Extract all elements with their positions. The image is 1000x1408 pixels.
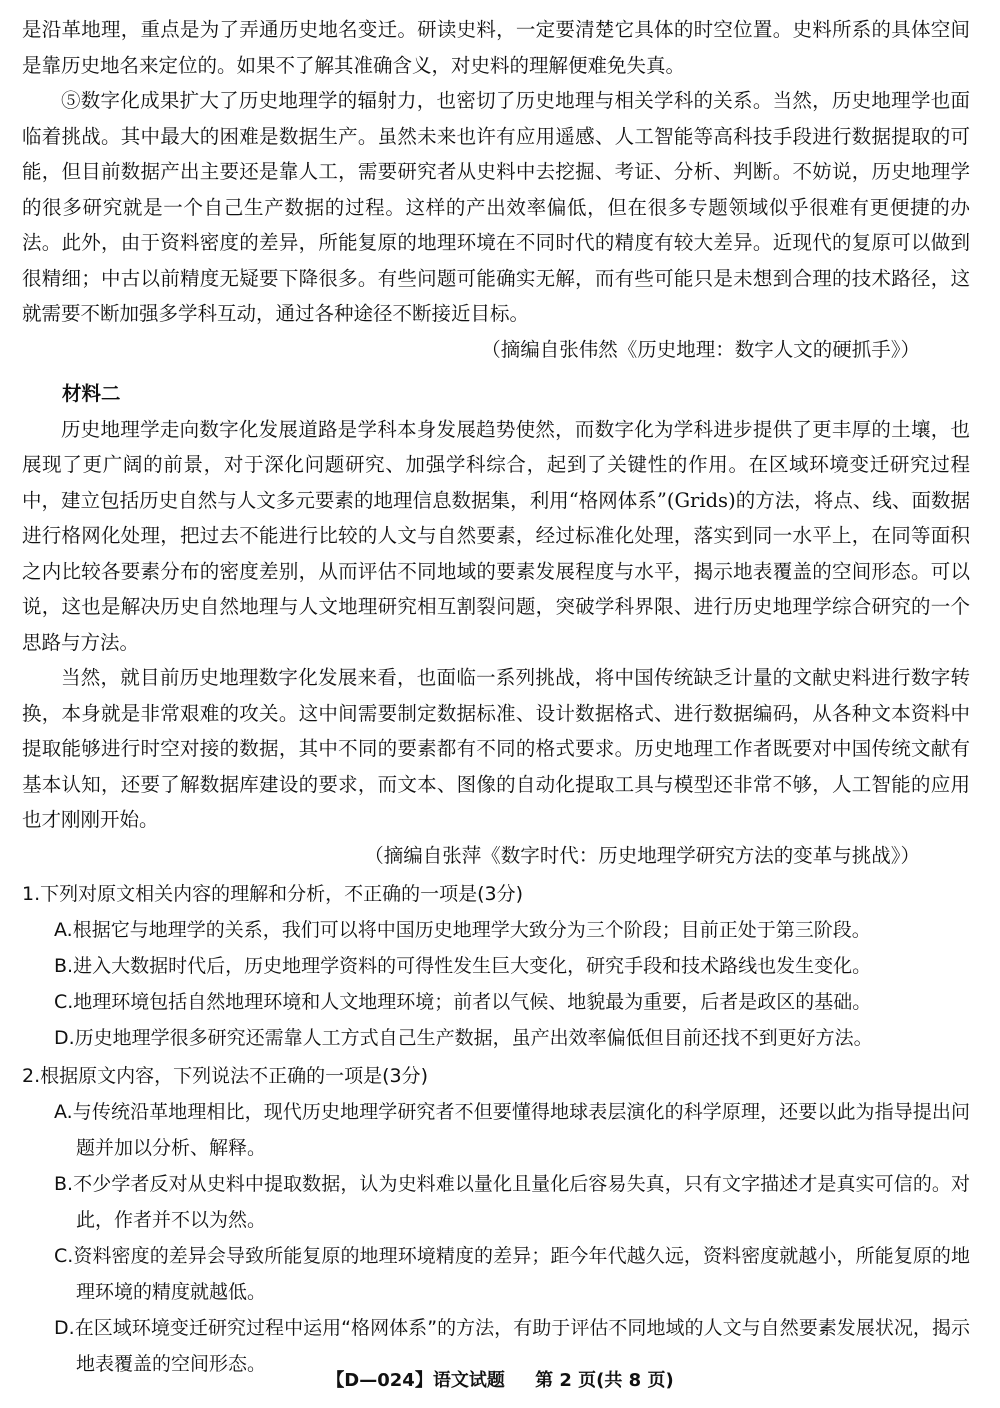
page-number: 第 2 页(共 8 页) (535, 1370, 674, 1391)
question-2-option-c: C.资料密度的差异会导致所能复原的地理环境精度的差异；距今年代越久远，资料密度就越小，所能复原的地理环境的精度就越低。 (54, 1244, 970, 1303)
question-2-stem: 2.根据原文内容，下列说法不正确的一项是(3分) (22, 1064, 429, 1087)
question-1-stem: 1.下列对原文相关内容的理解和分析，不正确的一项是(3分) (22, 882, 524, 905)
material2-paragraph-2: 当然，就目前历史地理数字化发展来看，也面临一系列挑战，将中国传统缺乏计量的文献史料进行数字转换，本身就是非常艰难的攻关。这中间需要制定数据标准、设计数据格式、进行数据编码，从各种文本资料中提取能够进行时空对接的数据，其中不同的要素都有不同的格式要求。历史地理工作者既要对中国传统文献有基本认知，还要了解数据库建设的要求，而文本、图像的自动化提取工具与模型还非常不够，人工智能的应用也才刚刚开始。 (22, 666, 970, 831)
exam-code: 【D—024】语文试题 (326, 1370, 505, 1391)
material2-source: （摘编自张萍《数字时代：历史地理学研究方法的变革与挑战》） (364, 843, 920, 867)
question-2-option-a: A.与传统沿革地理相比，现代历史地理学研究者不但要懂得地球表层演化的科学原理，还要以此为指导提出问题并加以分析、解释。 (54, 1100, 970, 1159)
question-2-option-b: B.不少学者反对从史料中提取数据，认为史料难以量化且量化后容易失真，只有文字描述才是真实可信的。对此，作者并不以为然。 (54, 1172, 970, 1231)
question-2-option-d: D.在区域环境变迁研究过程中运用“格网体系”的方法，有助于评估不同地域的人文与自然要素发展状况，揭示地表覆盖的空间形态。 (54, 1316, 970, 1375)
material2-paragraph-1: 历史地理学走向数字化发展道路是学科本身发展趋势使然，而数字化为学科进步提供了更丰厚的土壤，也展现了更广阔的前景，对于深化问题研究、加强学科综合，起到了关键性的作用。在区域环境变迁研究过程中，建立包括历史自然与人文多元要素的地理信息数据集，利用“格网体系”(Grids)的方法，将点、线、面数据进行格网化处理，把过去不能进行比较的人文与自然要素，经过标准化处理，落实到同一水平上，在同等面积之内比较各要素分布的密度差别，从而评估不同地域的要素发展程度与水平，揭示地表覆盖的空间形态。可以说，这也是解决历史自然地理与人文地理研究相互割裂问题，突破学科界限、进行历史地理学综合研究的一个思路与方法。 (22, 417, 970, 654)
question-2 (22, 1058, 970, 1382)
page-footer (0, 1366, 1000, 1392)
question-1 (22, 876, 970, 1056)
material1-source: （摘编自张伟然《历史地理：数字人文的硬抓手》） (481, 337, 920, 361)
material1-paragraph-5: ⑤数字化成果扩大了历史地理学的辐射力，也密切了历史地理与相关学科的关系。当然，历史地理学也面临着挑战。其中最大的困难是数据生产。虽然未来也许有应用遥感、人工智能等高科技手段进行数据提取的可能，但目前数据产出主要还是靠人工，需要研究者从史料中去挖掘、考证、分析、判断。不妨说，历史地理学的很多研究就是一个自己生产数据的过程。这样的产出效率偏低，但在很多专题领域似乎很难有更便捷的办法。此外，由于资料密度的差异，所能复原的地理环境在不同时代的精度有较大差异。近现代的复原可以做到很精细；中古以前精度无疑要下降很多。有些问题可能确实无解，而有些可能只是未想到合理的技术路径，这就需要不断加强多学科互动，通过各种途径不断接近目标。 (22, 89, 970, 325)
question-1-option-d: D.历史地理学很多研究还需靠人工方式自己生产数据，虽产出效率偏低但目前还找不到更好方法。 (54, 1026, 873, 1049)
material2-heading: 材料二 (62, 381, 121, 405)
question-1-option-c: C.地理环境包括自然地理环境和人文地理环境；前者以气候、地貌最为重要，后者是政区的基础。 (54, 990, 872, 1013)
question-1-option-a: A.根据它与地理学的关系，我们可以将中国历史地理学大致分为三个阶段；目前正处于第三阶段。 (54, 918, 871, 941)
question-1-option-b: B.进入大数据时代后，历史地理学资料的可得性发生巨大变化，研究手段和技术路线也发生变化。 (54, 954, 872, 977)
material1-paragraph-continued: 是沿革地理，重点是为了弄通历史地名变迁。研读史料，一定要清楚它具体的时空位置。史料所系的具体空间是靠历史地名来定位的。如果不了解其准确含义，对史料的理解便难免失真。 (22, 18, 970, 77)
